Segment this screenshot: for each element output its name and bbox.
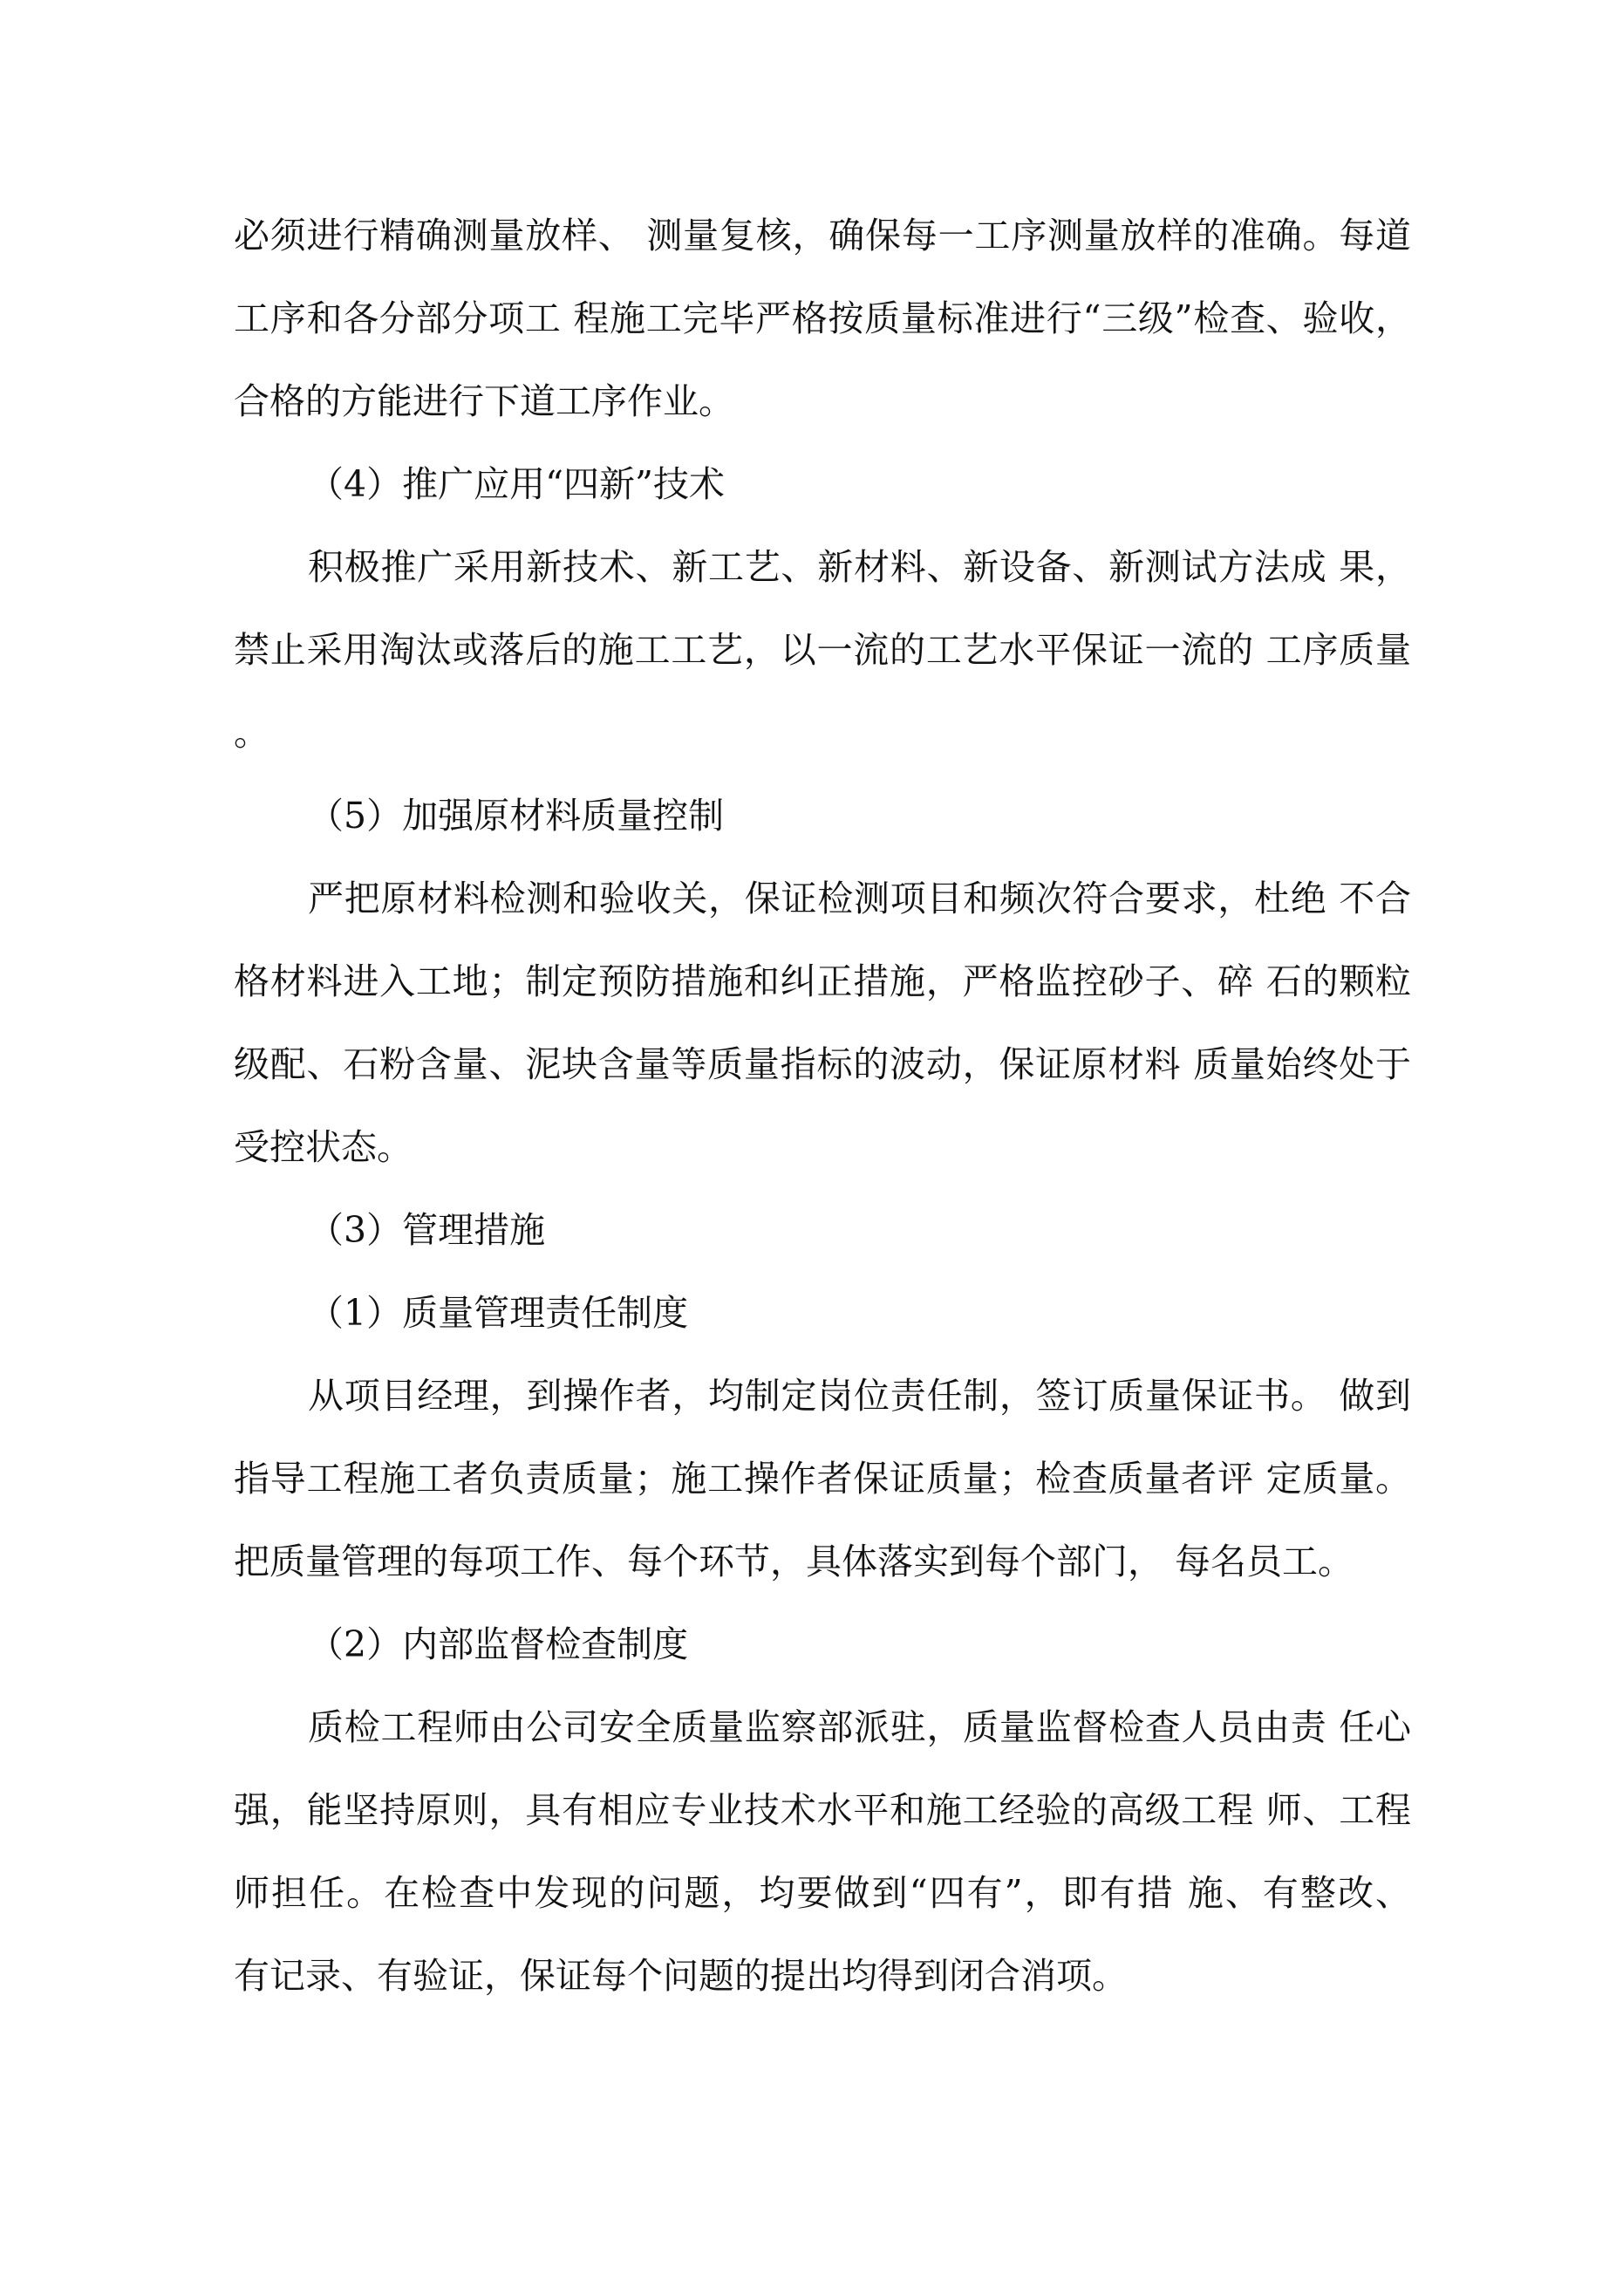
paragraph-line: 积极推广采用新技术、新工艺、新材料、新设备、新测试方法成 果， <box>308 546 1411 588</box>
section-heading: （2）内部监督检查制度 <box>308 1623 689 1665</box>
paragraph-line: 质检工程师由公司安全质量监察部派驻，质量监督检查人员由责 任心 <box>308 1706 1411 1748</box>
paragraph-line: 严把原材料检测和验收关，保证检测项目和频次符合要求，杜绝 不合 <box>308 878 1411 919</box>
paragraph-line: 工序和各分部分项工 程施工完毕严格按质量标准进行“三级”检查、验收， <box>234 297 1411 339</box>
paragraph-line: 级配、石粉含量、泥块含量等质量指标的波动，保证原材料 质量始终处于 <box>234 1043 1411 1085</box>
paragraph-line: 有记录、有验证，保证每个问题的提出均得到闭合消项。 <box>234 1955 1128 1997</box>
paragraph-line: 师担任。在检查中发现的问题，均要做到“四有”，即有措 施、有整改、 <box>234 1872 1411 1914</box>
section-heading: （5）加强原材料质量控制 <box>308 795 725 837</box>
paragraph-line: 禁止采用淘汰或落后的施工工艺，以一流的工艺水平保证一流的 工序质量 <box>234 629 1411 671</box>
paragraph-line: 指导工程施工者负责质量；施工操作者保证质量；检查质量者评 定质量。 <box>234 1458 1411 1500</box>
paragraph-line: 受控状态。 <box>234 1126 413 1168</box>
paragraph-line: 强，能坚持原则，具有相应专业技术水平和施工经验的高级工程 师、工程 <box>234 1789 1411 1831</box>
paragraph-line: 合格的方能进行下道工序作业。 <box>234 380 734 422</box>
section-heading: （3）管理措施 <box>308 1209 546 1251</box>
section-heading: （4）推广应用“四新”技术 <box>308 463 726 505</box>
paragraph-line: 。 <box>234 712 269 754</box>
paragraph-line: 从项目经理，到操作者，均制定岗位责任制，签订质量保证书。 做到 <box>308 1375 1411 1417</box>
paragraph-line: 把质量管理的每项工作、每个环节，具体落实到每个部门， 每名员工。 <box>234 1541 1354 1582</box>
paragraph-line: 必须进行精确测量放样、 测量复核，确保每一工序测量放样的准确。每道 <box>234 215 1411 256</box>
paragraph-line: 格材料进入工地；制定预防措施和纠正措施，严格监控砂子、碎 石的颗粒 <box>234 960 1411 1002</box>
section-heading: （1）质量管理责任制度 <box>308 1292 689 1334</box>
